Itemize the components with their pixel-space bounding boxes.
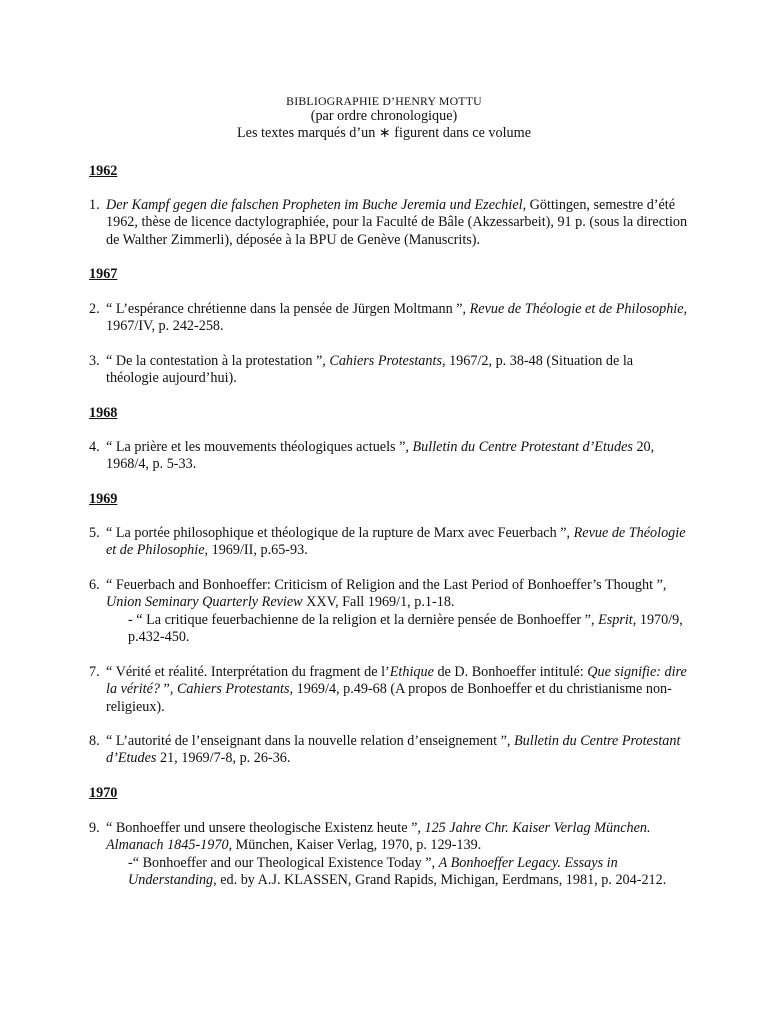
bibliography-entry-2 <box>89 301 689 336</box>
entry-number: 6. <box>89 577 100 593</box>
entry-journal: 125 Jahre Chr. Kaiser Verlag München. Almanach 1845-1970 <box>106 820 651 854</box>
bibliography-entry-3 <box>89 353 689 388</box>
document-title: BIBLIOGRAPHIE D’HENRY MOTTU <box>286 94 482 108</box>
document-subtitle: (par ordre chronologique) <box>310 108 458 124</box>
entry-journal: Cahiers Protestants <box>329 353 442 369</box>
bibliography-entry-4 <box>89 439 689 474</box>
year-heading-1968: 1968 <box>89 405 118 421</box>
entry-number: 4. <box>89 439 100 455</box>
entry-text: “ La portée philosophique et théologique de la rupture de Marx avec Feuerbach ”, Revue de Théologie et de Philosophie, 1969/II, p.65-93. <box>106 525 686 559</box>
entry-journal: Esprit <box>598 611 633 628</box>
entry-title: Der Kampf gegen die falschen Propheten im Buche Jeremia und Ezechiel <box>106 197 523 213</box>
bibliography-entry-7 <box>89 664 689 716</box>
entry-journal: Bulletin du Centre Protestant d’Etudes <box>412 439 633 455</box>
entry-number: 7. <box>89 664 100 680</box>
bibliography-entry-6 <box>89 577 689 646</box>
entry-text: “ Feuerbach and Bonhoeffer: Criticism of Religion and the Last Period of Bonhoeffer’s Thought ”, Union Seminary Quarterly Review XXV, Fall 1969/1, p.1-18. <box>106 577 667 611</box>
entry-journal: Revue de Théologie et de Philosophie <box>469 301 684 317</box>
year-heading-1970: 1970 <box>89 785 118 801</box>
entry-number: 3. <box>89 353 100 369</box>
entry-number: 2. <box>89 301 100 317</box>
entry-translation: - “ La critique feuerbachienne de la religion et la dernière pensée de Bonhoeffer ”, Esprit, 1970/9, p.432-450. <box>128 611 683 645</box>
entry-number: 5. <box>89 525 100 541</box>
entry-journal: Cahiers Protestants <box>176 681 290 698</box>
entry-text: “ La prière et les mouvements théologiques actuels ”, Bulletin du Centre Protestant d’Etudes 20, 1968/4, p. 5-33. <box>106 439 655 473</box>
entry-journal: Ethique <box>389 664 434 680</box>
entry-journal: Union Seminary Quarterly Review <box>106 594 303 611</box>
entry-text: “ Bonhoeffer und unsere theologische Existenz heute ”, 125 Jahre Chr. Kaiser Verlag München. Almanach 1845-1970, München, Kaiser Verlag, 1970, p. 129-139. <box>106 820 651 854</box>
entry-journal: Revue de Théologie et de Philosophie <box>106 525 686 559</box>
entry-text: “ L’autorité de l’enseignant dans la nouvelle relation d’enseignement ”, Bulletin du Centre Protestant d’Etudes 21, 1969/7-8, p. 26-36. <box>106 733 681 767</box>
year-heading-1967: 1967 <box>89 266 118 282</box>
year-heading-1962: 1962 <box>89 163 118 179</box>
bibliography-entry-8 <box>89 733 689 768</box>
entry-number: 1. <box>89 197 100 213</box>
bibliography-entry-5 <box>89 525 689 560</box>
entry-text: “ De la contestation à la protestation ”, Cahiers Protestants, 1967/2, p. 38-48 (Situation de la théologie aujourd’hui). <box>106 353 634 387</box>
entry-journal: Bulletin du Centre Protestant d’Etudes <box>106 733 681 767</box>
entry-number: 8. <box>89 733 100 749</box>
bibliography-entry-9 <box>89 820 689 889</box>
bibliography-entry-1 <box>89 197 689 249</box>
document-header <box>0 94 768 143</box>
entry-text: “ L’espérance chrétienne dans la pensée de Jürgen Moltmann ”, Revue de Théologie et de Philosophie, 1967/IV, p. 242-258. <box>106 301 688 335</box>
entry-number: 9. <box>89 820 100 836</box>
entry-quoted-title: Que signifie: dire la vérité? <box>106 664 687 698</box>
entry-journal: A Bonhoeffer Legacy. Essays in Understanding <box>128 854 618 888</box>
asterisk-mark: ∗ <box>378 125 391 142</box>
year-heading-1969: 1969 <box>89 491 118 507</box>
entry-text: Der Kampf gegen die falschen Propheten im Buche Jeremia und Ezechiel, Göttingen, semestre d’été 1962, thèse de licence dactylographiée, pour la Faculté de Bâle (Akzessarbeit), 91 p. (sous la direction de Walther Zimmerli), déposée à la BPU de Genève (Manuscrits). <box>106 197 688 248</box>
entry-text: “ Vérité et réalité. Interprétation du fragment de l’Ethique de D. Bonhoeffer intitulé: Que signifie: dire la vérité? ”, Cahiers Protestants, 1969/4, p.49-68 (A propos de Bonhoeffer et du christianisme non-religieux). <box>106 664 687 715</box>
document-note: Les textes marqués d’un ∗ figurent dans ce volume <box>237 125 531 142</box>
entry-translation: -“ Bonhoeffer and our Theological Existence Today ”, A Bonhoeffer Legacy. Essays in Understanding, ed. by A.J. KLASSEN, Grand Rapids, Michigan, Eerdmans, 1981, p. 204-212. <box>128 854 667 888</box>
